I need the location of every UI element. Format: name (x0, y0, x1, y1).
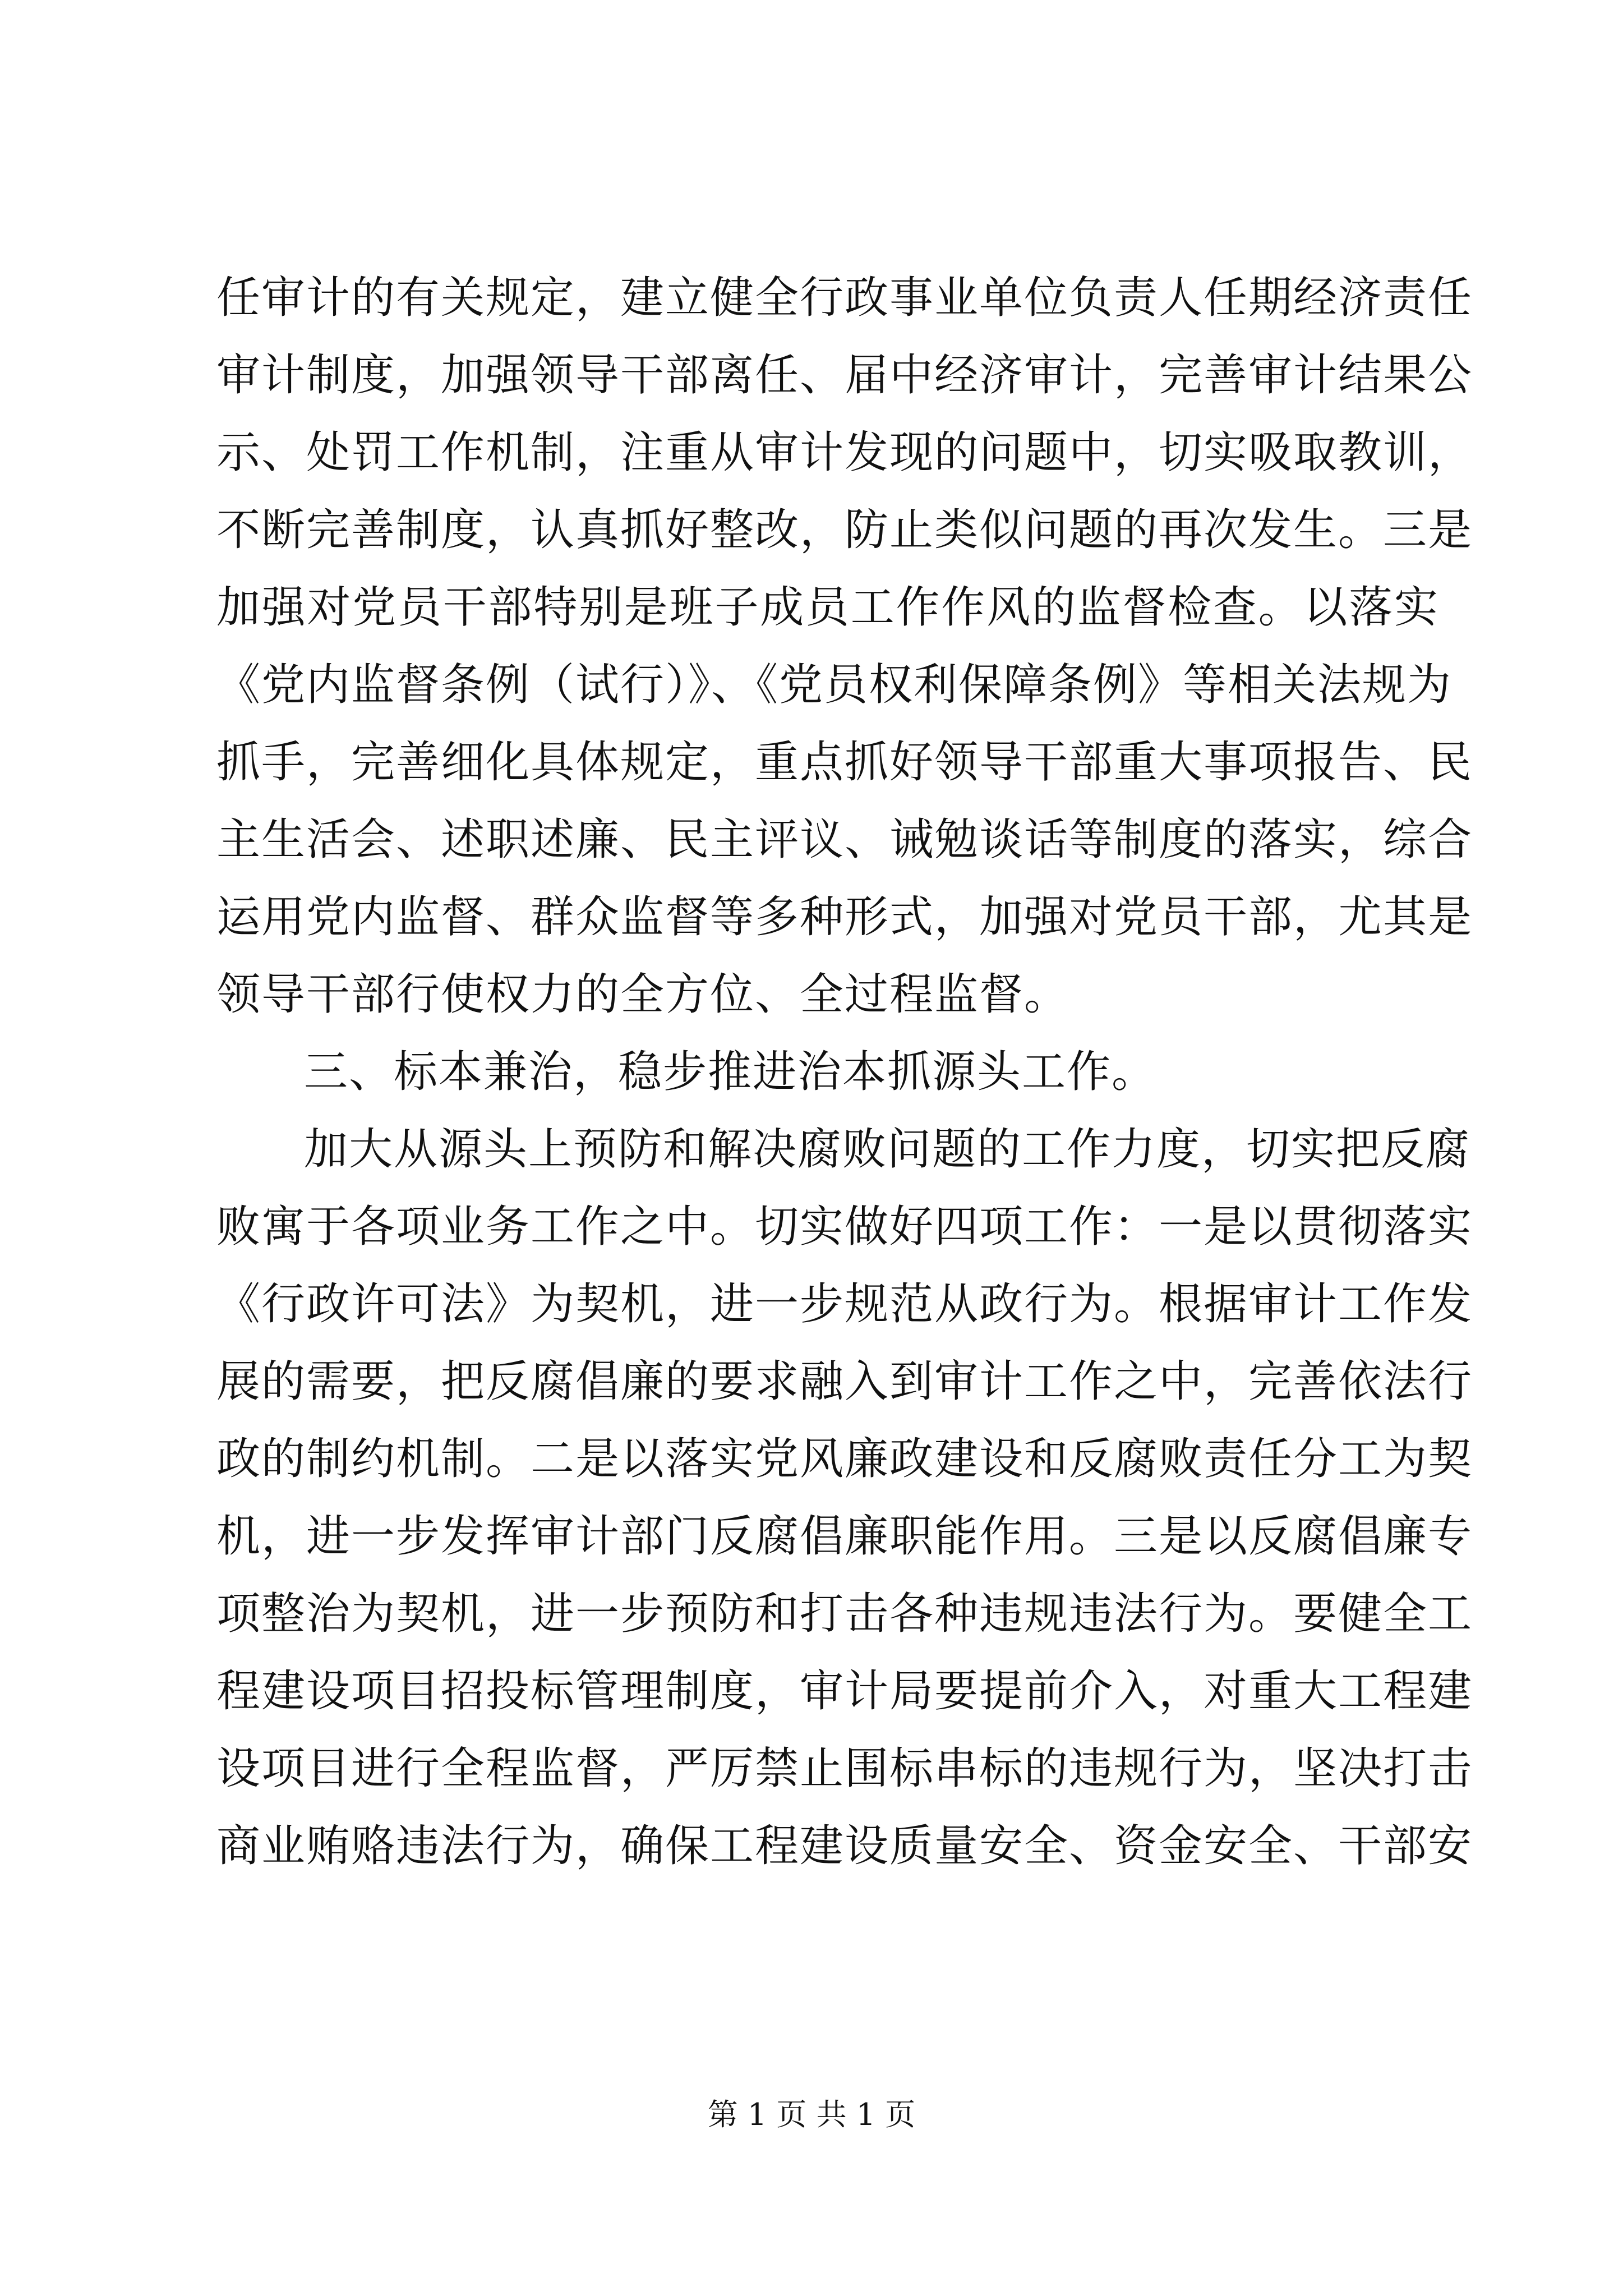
text-line: 展的需要，把反腐倡廉的要求融入到审计工作之中，完善依法行 (216, 1356, 1473, 1407)
text-line: 政的制约机制。二是以落实党风廉政建设和反腐败责任分工为契 (216, 1434, 1473, 1484)
text-line: 《党内监督条例（试行）》、《党员权利保障条例》等相关法规为 (216, 660, 1453, 710)
text-line: 主生活会、述职述廉、民主评议、诫勉谈话等制度的落实，综合 (216, 815, 1473, 865)
text-line: 运用党内监督、群众监督等多种形式，加强对党员干部，尤其是 (216, 892, 1473, 942)
text-line: 项整治为契机，进一步预防和打击各种违规违法行为。要健全工 (216, 1589, 1473, 1639)
section-heading: 三、标本兼治，稳步推进治本抓源头工作。 (304, 1047, 1157, 1097)
text-line: 程建设项目招投标管理制度，审计局要提前介入，对重大工程建 (216, 1666, 1473, 1717)
text-line: 示、处罚工作机制，注重从审计发现的问题中，切实吸取教训， (216, 427, 1473, 478)
text-line: 领导干部行使权力的全方位、全过程监督。 (216, 969, 1069, 1020)
text-line: 败寓于各项业务工作之中。切实做好四项工作：一是以贯彻落实 (216, 1202, 1473, 1252)
page-number: 第 1 页 共 1 页 (707, 2097, 916, 2132)
text-line: 审计制度，加强领导干部离任、届中经济审计，完善审计结果公 (216, 350, 1473, 401)
text-line: 抓手，完善细化具体规定，重点抓好领导干部重大事项报告、民 (216, 737, 1473, 788)
page-footer (0, 2095, 1623, 2134)
text-line: 商业贿赂违法行为，确保工程建设质量安全、资金安全、干部安 (216, 1821, 1473, 1871)
document-body (216, 259, 1473, 1885)
text-line: 加大从源头上预防和解决腐败问题的工作力度，切实把反腐 (304, 1124, 1471, 1175)
text-line: 加强对党员干部特别是班子成员工作作风的监督检查。以落实 (216, 582, 1439, 633)
text-line: 任审计的有关规定，建立健全行政事业单位负责人任期经济责任 (216, 273, 1473, 323)
text-line: 机，进一步发挥审计部门反腐倡廉职能作用。三是以反腐倡廉专 (216, 1511, 1473, 1562)
text-line: 不断完善制度，认真抓好整改，防止类似问题的再次发生。三是 (216, 505, 1473, 555)
text-line: 《行政许可法》为契机，进一步规范从政行为。根据审计工作发 (216, 1279, 1473, 1329)
text-line: 设项目进行全程监督，严厉禁止围标串标的违规行为，坚决打击 (216, 1743, 1473, 1794)
